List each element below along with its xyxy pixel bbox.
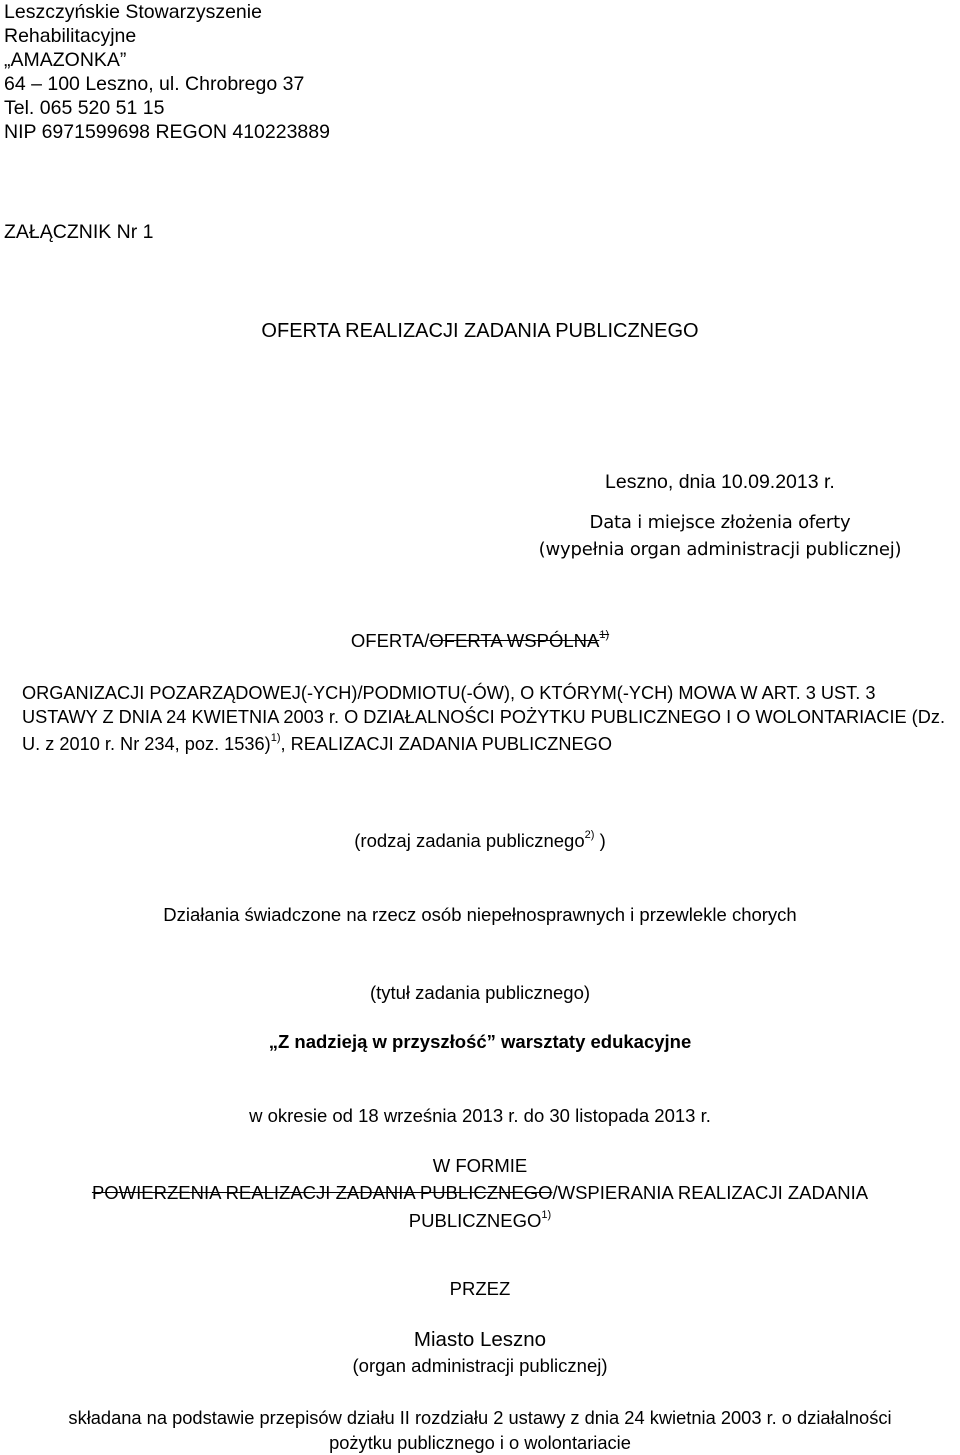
form-options — [30, 1180, 930, 1233]
organization-text-end: , REALIZACJI ZADANIA PUBLICZNEGO — [280, 734, 612, 755]
phone-line: Tel. 065 520 51 15 — [4, 97, 165, 119]
form-plain: /WSPIERANIA REALIZACJI ZADANIA PUBLICZNEGO — [408, 1182, 869, 1232]
caption-text: (rodzaj zadania publicznego — [354, 830, 585, 851]
attachment-label: ZAŁĄCZNIK Nr 1 — [4, 221, 154, 243]
offer-type-struck: OFERTA WSPÓLNA — [429, 630, 600, 651]
offer-type — [0, 630, 960, 652]
page-title: OFERTA REALIZACJI ZADANIA PUBLICZNEGO — [261, 320, 699, 342]
task-type-caption — [0, 830, 960, 852]
caption-close: ) — [599, 830, 606, 851]
date-caption-line: (wypełnia organ administracji publicznej) — [538, 539, 902, 560]
organization-text: ORGANIZACJI POZARZĄDOWEJ(-YCH)/PODMIOTU(-ÓW), O KTÓRYM(-YCH) MOWA W ART. 3 UST. 3 USTAWY Z DNIA 24 KWIETNIA 2003 r. O DZIAŁALNOŚCI POŻYTKU PUBLICZNEGO I O WOLONTARIACIE (Dz. U. z 2010 r. Nr 234, poz. 1536) — [22, 683, 946, 755]
task-type-value: Działania świadczone na rzecz osób niepełnosprawnych i przewlekle chorych — [163, 904, 797, 925]
period: w okresie od 18 września 2013 r. do 30 listopada 2013 r. — [249, 1105, 711, 1126]
form-struck: POWIERZENIA REALIZACJI ZADANIA PUBLICZNEGO — [91, 1182, 553, 1203]
footnote-mark: 1) — [270, 732, 281, 744]
date-caption-line: Data i miejsce złożenia oferty — [589, 512, 851, 533]
legal-basis-line: składana na podstawie przepisów działu II rozdziału 2 ustawy z dnia 24 kwietnia 2003 r. o działalności — [68, 1407, 892, 1428]
footnote-mark: 1) — [541, 1209, 552, 1221]
organization-paragraph — [22, 682, 952, 757]
footnote-mark: 1) — [599, 628, 610, 641]
nip-regon-line: NIP 6971599698 REGON 410223889 — [4, 121, 330, 143]
footnote-mark: 2) — [584, 828, 595, 841]
date-caption — [480, 509, 960, 563]
legal-basis-line: pożytku publicznego i o wolontariacie — [329, 1432, 631, 1453]
task-title-value: „Z nadzieją w przyszłość” warsztaty edukacyjne — [268, 1031, 692, 1052]
org-name-line: „AMAZONKA” — [4, 49, 127, 71]
org-name-line: Rehabilitacyjne — [4, 25, 137, 47]
by-heading: PRZEZ — [449, 1278, 511, 1299]
org-name-line: Leszczyńskie Stowarzyszenie — [4, 1, 262, 23]
form-heading: W FORMIE — [432, 1155, 528, 1176]
by-value: Miasto Leszno — [413, 1328, 547, 1351]
offer-type-plain: OFERTA/ — [350, 630, 430, 651]
date-value: Leszno, dnia 10.09.2013 r. — [605, 471, 835, 493]
by-caption: (organ administracji publicznej) — [352, 1355, 608, 1376]
address-line: 64 – 100 Leszno, ul. Chrobrego 37 — [4, 73, 305, 95]
task-title-caption: (tytuł zadania publicznego) — [369, 982, 591, 1003]
header-block — [4, 0, 330, 144]
legal-basis — [0, 1405, 960, 1455]
